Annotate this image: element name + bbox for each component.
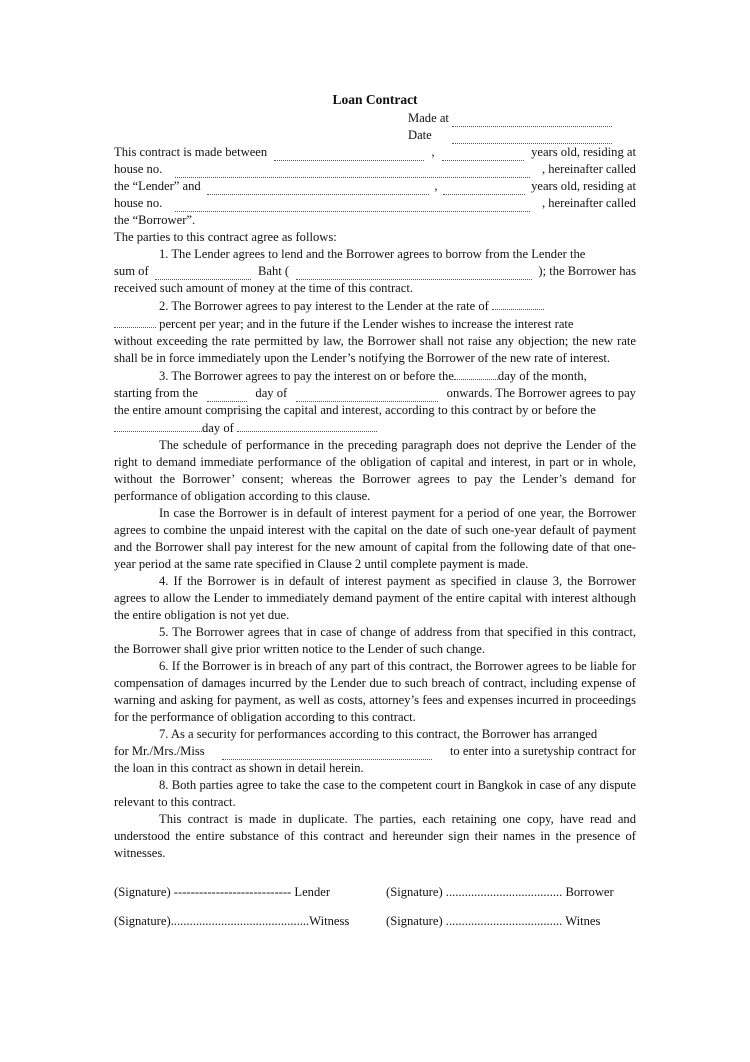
contract-body	[114, 91, 636, 936]
default-paragraph: In case the Borrower is in default of interest payment for a period of one year, the Borrower agrees to combine the unpaid interest with the capital on the date of such one-year default of payment and the Borrower shall pay interest for the new amount of capital from the following date of that one-year period at the same rate specified in Clause 2 until complete payment is made.	[114, 506, 636, 571]
house-no-label-1: house no.	[114, 162, 163, 176]
clause-3-line-2	[114, 385, 636, 402]
starting-from-label: starting from the	[114, 386, 198, 400]
clause-2-percent-line	[114, 315, 636, 333]
borrower-age-blank[interactable]	[443, 182, 525, 195]
made-at-blank[interactable]	[452, 114, 612, 127]
sum-of-label: sum of	[114, 264, 149, 278]
clause-2-percent-text: percent per year; and in the future if the Lender wishes to increase the interest rate	[159, 317, 574, 331]
surety-label: to enter into a suretyship contract for	[449, 744, 636, 758]
hereinafter-label-1: , hereinafter called	[541, 162, 636, 176]
borrower-signature[interactable]: (Signature) ..................................... Borrower	[386, 885, 614, 899]
date-row	[408, 127, 636, 144]
lender-signature[interactable]: (Signature) ---------------------------- Lender	[114, 885, 331, 899]
clause-1-line-2	[114, 263, 636, 280]
clause-7-line-3: the loan in this contract as shown in detail herein.	[114, 761, 364, 775]
borrower-name-blank[interactable]	[207, 182, 429, 195]
parties-line-1	[114, 144, 636, 161]
date-label: Date	[408, 128, 432, 142]
final-day-blank[interactable]	[114, 419, 202, 432]
clause-7-line-1: 7. As a security for performances according to this contract, the Borrower has arranged	[159, 727, 598, 741]
house-no-label-2: house no.	[114, 196, 163, 210]
clause-1-line-1: 1. The Lender agrees to lend and the Borrower agrees to borrow from the Lender the	[159, 247, 586, 261]
clause-5: 5. The Borrower agrees that in case of change of address from that specified in this contract, the Borrower shall give prior written notice to the Lender of such change.	[114, 625, 636, 656]
interest-rate-blank[interactable]	[492, 297, 544, 310]
pay-day-blank[interactable]	[454, 367, 498, 380]
clause-1-line-3: received such amount of money at the time of this contract.	[114, 281, 414, 295]
signature-row-2	[114, 907, 636, 936]
lender-age-blank[interactable]	[442, 148, 524, 161]
clause-3-line-1	[114, 367, 636, 385]
borrower-address-blank[interactable]	[175, 199, 530, 212]
witness-2-signature[interactable]: (Signature) ..................................... Witnes	[386, 914, 601, 928]
document-title: Loan Contract	[332, 92, 418, 107]
lender-name-blank[interactable]	[274, 148, 424, 161]
the-borrower-label: the “Borrower”.	[114, 213, 196, 227]
clause-3-lead-text: 3. The Borrower agrees to pay the interest on or before the	[159, 369, 454, 383]
clause-8: 8. Both parties agree to take the case to the competent court in Bangkok in case of any dispute relevant to this contract.	[114, 778, 636, 809]
years-old-label-2: years old, residing at	[531, 179, 636, 193]
witness-1-signature[interactable]: (Signature)............................................Witness	[114, 914, 350, 928]
comma-2: ,	[434, 179, 438, 193]
signature-block	[114, 878, 636, 936]
day-of-end-label: day of	[202, 421, 234, 435]
start-month-blank[interactable]	[296, 389, 438, 402]
day-of-label: day of	[255, 386, 288, 400]
clause-2-lead-text: 2. The Borrower agrees to pay interest to the Lender at the rate of	[159, 299, 489, 313]
date-blank[interactable]	[452, 131, 612, 144]
final-month-blank[interactable]	[237, 419, 377, 432]
signature-row-1	[114, 878, 636, 907]
parties-line-4	[114, 195, 636, 212]
surety-name-blank[interactable]	[222, 747, 432, 760]
sum-words-blank[interactable]	[296, 267, 532, 280]
intro-text: The parties to this contract agree as follows:	[114, 230, 337, 244]
start-day-blank[interactable]	[207, 389, 247, 402]
header-fields	[408, 110, 636, 144]
made-at-label: Made at	[408, 111, 449, 125]
sum-amount-blank[interactable]	[155, 267, 251, 280]
hereinafter-label-2: , hereinafter called	[541, 196, 636, 210]
years-old-label-1: years old, residing at	[531, 145, 636, 159]
the-lender-and-label: the “Lender” and	[114, 179, 201, 193]
interest-rate-blank-2[interactable]	[114, 315, 156, 328]
day-of-month-text: day of the month,	[497, 369, 587, 383]
clause-3-last-line	[114, 419, 636, 437]
lender-address-blank[interactable]	[175, 165, 530, 178]
clause-3-entire-text: the entire amount comprising the capital and interest, according to this contract by or before the	[114, 403, 596, 417]
comma-1: ,	[431, 145, 435, 159]
parties-line-2	[114, 161, 636, 178]
clause-6: 6. If the Borrower is in breach of any part of this contract, the Borrower agrees to be liable for compensation of damages incurred by the Lender due to such breach of contract, including expense of warning and asking for payment, as well as costs, attorney’s fees and expenses incurred in proceedings for the performance of obligation according to this contract.	[114, 659, 636, 724]
for-mr-label: for Mr./Mrs./Miss	[114, 744, 205, 758]
parties-line-3	[114, 178, 636, 195]
clause-2-lead	[114, 297, 636, 315]
clause-7-line-2	[114, 743, 636, 760]
clause-2-rest: without exceeding the rate permitted by law, the Borrower shall not raise any objection; the new rate shall be in force immediately upon the Lender’s notifying the Borrower of the new rate of interest.	[114, 334, 636, 365]
borrower-has-label: ); the Borrower has	[538, 264, 636, 278]
clause-4: 4. If the Borrower is in default of interest payment as specified in clause 3, the Borrower agrees to allow the Lender to immediately demand payment of the entire capital with interest although the entire obligation is not yet due.	[114, 574, 636, 622]
duplicate-paragraph: This contract is made in duplicate. The parties, each retaining one copy, have read and understood the entire substance of this contract and hereunder sign their names in the presence of witnesses.	[114, 812, 636, 860]
baht-label: Baht (	[257, 264, 290, 278]
schedule-paragraph: The schedule of performance in the preceding paragraph does not deprive the Lender of the right to demand immediate performance of the obligation of capital and interest, in part or in whole, without the Borrower’ consent; whereas the Borrower agrees to pay the Lender’s demand for performance of obligation according to this clause.	[114, 438, 636, 503]
made-between-label: This contract is made between	[114, 145, 268, 159]
made-at-row	[408, 110, 636, 127]
onwards-label: onwards. The Borrower agrees to pay	[446, 386, 636, 400]
